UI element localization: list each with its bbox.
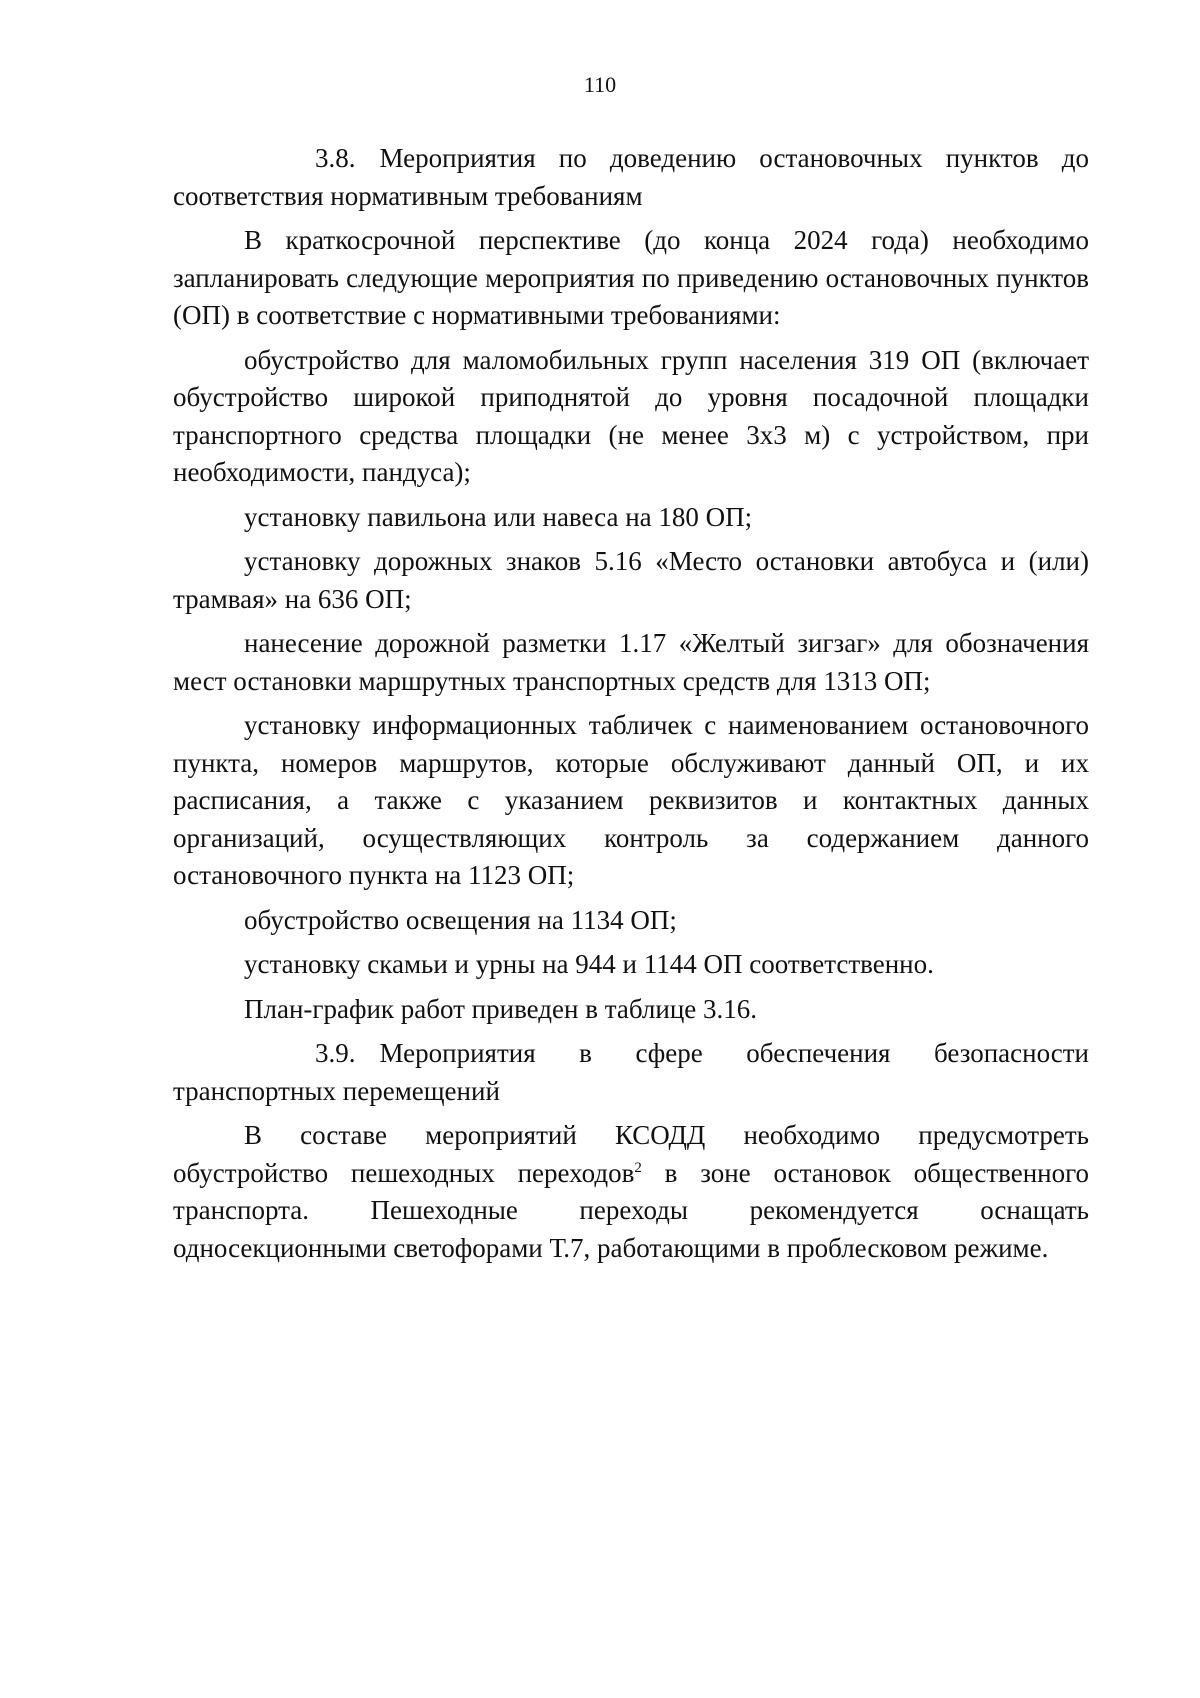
list-item: установку информационных табличек с наименованием остановочного пункта, номеров маршрутов, которые обслуживают данный ОП, и их расписания, а также с указанием реквизитов и контактных данных организаций, осуществляющих контроль за содержанием данного остановочного пункта на 1123 ОП; — [173, 710, 1089, 890]
section-3-9-heading — [173, 1035, 1089, 1110]
list-item: нанесение дорожной разметки 1.17 «Желтый зигзаг» для обозначения мест остановки маршрутных транспортных средств для 1313 ОП; — [173, 628, 1089, 696]
paragraph-text: в зоне остановок общественного транспорта. Пешеходные переходы рекомендуется оснащать односекционными светофорами Т.7, работающими в проблесковом режиме. — [173, 1157, 1089, 1263]
section-3-9-title: Мероприятия в сфере обеспечения безопасности транспортных перемещений — [173, 1038, 1089, 1106]
list-item: установку скамьи и урны на 944 и 1144 ОП соответственно. — [244, 949, 934, 979]
paragraph-text: В составе мероприятий КСОДД необходимо предусмотреть обустройство пешеходных переходов — [173, 1120, 1089, 1188]
list-item: обустройство для маломобильных групп населения 319 ОП (включает обустройство широкой приподнятой до уровня посадочной площадки транспортного средства площадки (не менее 3х3 м) с устройством, при необходимости, пандуса); — [173, 344, 1089, 487]
page-number: 110 — [583, 72, 617, 97]
section-3-8-number: 3.8. — [315, 143, 356, 173]
list-item: обустройство освещения на 1134 ОП; — [244, 904, 677, 935]
list-item: установку дорожных знаков 5.16 «Место остановки автобуса и (или) трамвая» на 636 ОП; — [173, 546, 1089, 614]
schedule-note: План-график работ приведен в таблице 3.16. — [244, 993, 757, 1024]
section-3-9-paragraph — [173, 1117, 1089, 1267]
document-body — [173, 140, 1089, 1274]
section-3-9-number: 3.9. — [315, 1038, 356, 1068]
list-item: установку павильона или навеса на 180 ОП; — [244, 501, 753, 532]
footnote-marker[interactable]: 2 — [634, 1159, 642, 1176]
section-3-8-intro: В краткосрочной перспективе (до конца 2024 года) необходимо запланировать следующие мероприятия по приведению остановочных пунктов (ОП) в соответствие с нормативными требованиями: — [173, 225, 1089, 330]
section-3-8-title: Мероприятия по доведению остановочных пунктов до соответствия нормативным требованиям — [173, 143, 1089, 211]
section-3-8-heading — [173, 140, 1089, 215]
